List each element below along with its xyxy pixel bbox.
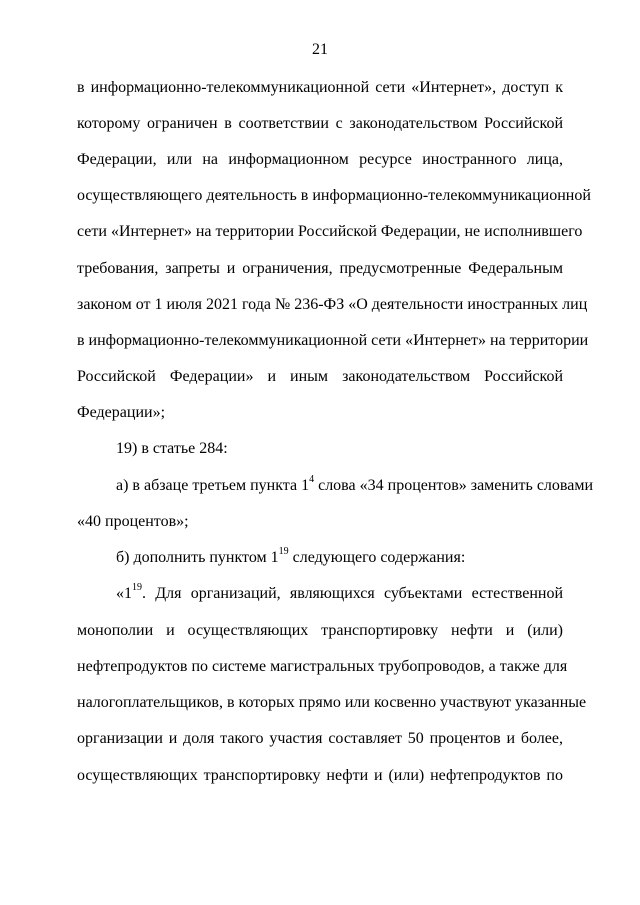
sub-item-b-text: б) дополнить пунктом 1 [116, 549, 279, 566]
text-line: Федерации»; [77, 404, 166, 421]
text-line: нефтепродуктов по системе магистральных трубопроводов, а также для [77, 658, 568, 675]
text-line: осуществляющего деятельность в информационно-телекоммуникационной [77, 187, 591, 204]
text-line: Российской Федерации» и иным законодательством Российской [77, 368, 563, 385]
quote-first-line [116, 583, 563, 605]
text-line: требования, запреты и ограничения, предусмотренные Федеральным [77, 260, 563, 277]
sub-item-b-text: следующего содержания: [288, 549, 466, 566]
text-line: в информационно-телекоммуникационной сети «Интернет» на территории [77, 332, 589, 349]
sub-item-a-text: слова «34 процентов» заменить словами [314, 477, 594, 494]
text-line: налогоплательщиков, в которых прямо или косвенно участвуют указанные [77, 694, 587, 711]
quote-text: . Для организаций, являющихся субъектами естественной [142, 585, 563, 602]
text-line: организации и доля такого участия составляет 50 процентов и более, [77, 730, 563, 747]
superscript: 19 [132, 581, 142, 593]
text-line: которому ограничен в соответствии с законодательством Российской [77, 115, 563, 132]
text-line: «40 процентов»; [77, 513, 189, 530]
sub-item-b [116, 547, 563, 569]
sub-item-a [116, 473, 594, 497]
list-item-19: 19) в статье 284: [116, 440, 228, 457]
text-line: в информационно-телекоммуникационной сети «Интернет», доступ к [77, 79, 563, 96]
text-line: законом от 1 июля 2021 года № 236-ФЗ «О деятельности иностранных лиц [77, 296, 588, 313]
text-line: сети «Интернет» на территории Российской Федерации, не исполнившего [77, 223, 583, 240]
page-number: 21 [312, 41, 328, 58]
text-line: монополии и осуществляющих транспортировку нефти и (или) [77, 622, 563, 639]
quote-text: «1 [116, 585, 132, 602]
text-line: осуществляющих транспортировку нефти и (или) нефтепродуктов по [77, 767, 563, 784]
text-line: Федерации, или на информационном ресурсе иностранного лица, [77, 151, 563, 168]
superscript: 4 [309, 473, 315, 485]
superscript: 19 [278, 545, 289, 557]
sub-item-a-text: а) в абзаце третьем пункта 1 [116, 477, 310, 494]
